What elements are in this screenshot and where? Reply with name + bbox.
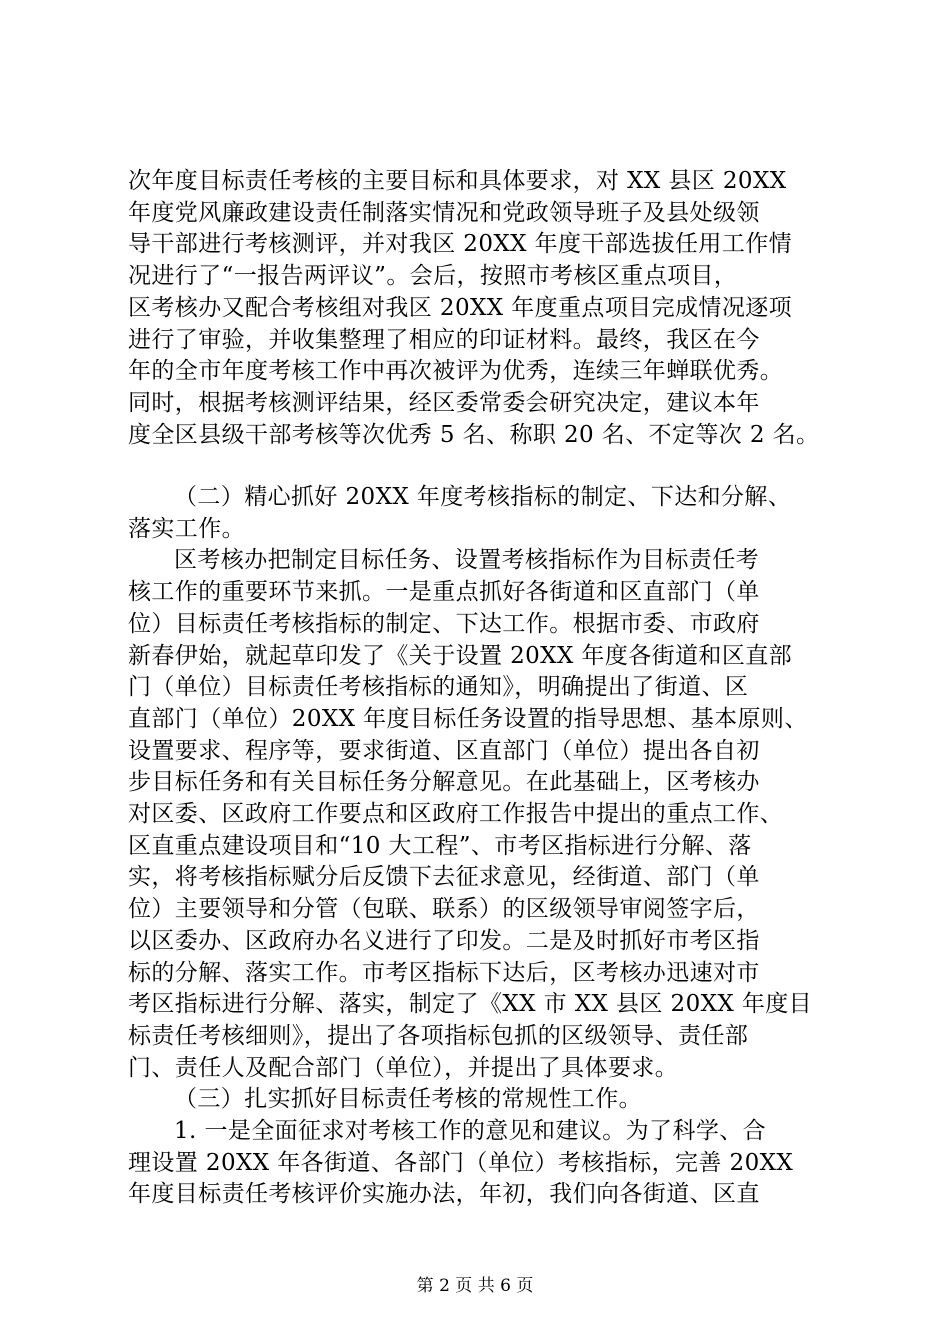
text-line: 落实工作。 xyxy=(128,515,245,542)
text-line: 考区指标进行分解、落实，制定了《XX 市 XX 县区 20XX 年度目 xyxy=(128,991,813,1018)
text-line: 以区委办、区政府办名义进行了印发。二是及时抓好市考区指 xyxy=(128,927,760,954)
text-line: 年的全市年度考核工作中再次被评为优秀，连续三年蝉联优秀。 xyxy=(128,358,784,385)
text-line: 标的分解、落实工作。市考区指标下达后，区考核办迅速对市 xyxy=(128,959,760,986)
text-line: 况进行了“一报告两评议”。会后，按照市考核区重点项目， xyxy=(128,263,738,290)
text-line: 对区委、区政府工作要点和区政府工作报告中提出的重点工作、 xyxy=(128,801,784,828)
text-line: 门（单位）目标责任考核指标的通知》，明确提出了街道、区 xyxy=(128,674,749,701)
page-number-footer: 第 2 页 共 6 页 xyxy=(416,1276,534,1296)
text-line: 区考核办又配合考核组对我区 20XX 年度重点项目完成情况逐项 xyxy=(128,294,793,321)
section-heading-2: （二）精心抓好 20XX 年度考核指标的制定、下达和分解、 xyxy=(174,484,792,510)
text-line: 位）主要领导和分管（包联、联系）的区级领导审阅签字后， xyxy=(128,896,760,923)
text-line: 实，将考核指标赋分后反馈下去征求意见，经街道、部门（单 xyxy=(128,864,760,891)
text-line: 年度目标责任考核评价实施办法，年初，我们向各街道、区直 xyxy=(128,1181,760,1208)
text-line: 次年度目标责任考核的主要目标和具体要求，对 XX 县区 20XX xyxy=(128,168,787,194)
text-line: 标责任考核细则》，提出了各项指标包抓的区级领导、责任部 xyxy=(128,1022,749,1049)
text-line: 位）目标责任考核指标的制定、下达工作。根据市委、市政府 xyxy=(128,610,760,637)
text-line: 直部门（单位）20XX 年度目标任务设置的指导思想、基本原则、 xyxy=(128,705,808,732)
text-line: 核工作的重要环节来抓。一是重点抓好各街道和区直部门（单 xyxy=(128,579,760,606)
text-line: 门、责任人及配合部门（单位），并提出了具体要求。 xyxy=(128,1054,679,1081)
text-line: 新春伊始，就起草印发了《关于设置 20XX 年度各街道和区直部 xyxy=(128,642,793,669)
text-line: 导干部进行考核测评，并对我区 20XX 年度干部选拔任用工作情 xyxy=(128,231,793,258)
text-line: 1. 一是全面征求对考核工作的意见和建议。为了科学、合 xyxy=(174,1118,767,1145)
text-line: 度全区县级干部考核等次优秀 5 名、称职 20 名、不定等次 2 名。 xyxy=(128,421,820,448)
text-line: 区直重点建设项目和“10 大工程”、市考区指标进行分解、落 xyxy=(128,832,752,859)
section-heading-3: （三）扎实抓好目标责任考核的常规性工作。 xyxy=(174,1086,642,1113)
paragraph-block-1 xyxy=(128,166,828,451)
text-line: 设置要求、程序等，要求街道、区直部门（单位）提出各自初 xyxy=(128,737,760,764)
text-line: 年度党风廉政建设责任制落实情况和党政领导班子及县处级领 xyxy=(128,199,760,226)
paragraph-block-2 xyxy=(128,482,828,1211)
text-line: 步目标任务和有关目标任务分解意见。在此基础上，区考核办 xyxy=(128,769,760,796)
text-line: 进行了审验，并收集整理了相应的印证材料。最终，我区在今 xyxy=(128,326,760,353)
text-line: 理设置 20XX 年各街道、各部门（单位）考核指标，完善 20XX xyxy=(128,1149,794,1176)
text-line: 区考核办把制定目标任务、设置考核指标作为目标责任考 xyxy=(174,547,759,574)
text-line: 同时，根据考核测评结果，经区委常委会研究决定，建议本年 xyxy=(128,389,760,416)
